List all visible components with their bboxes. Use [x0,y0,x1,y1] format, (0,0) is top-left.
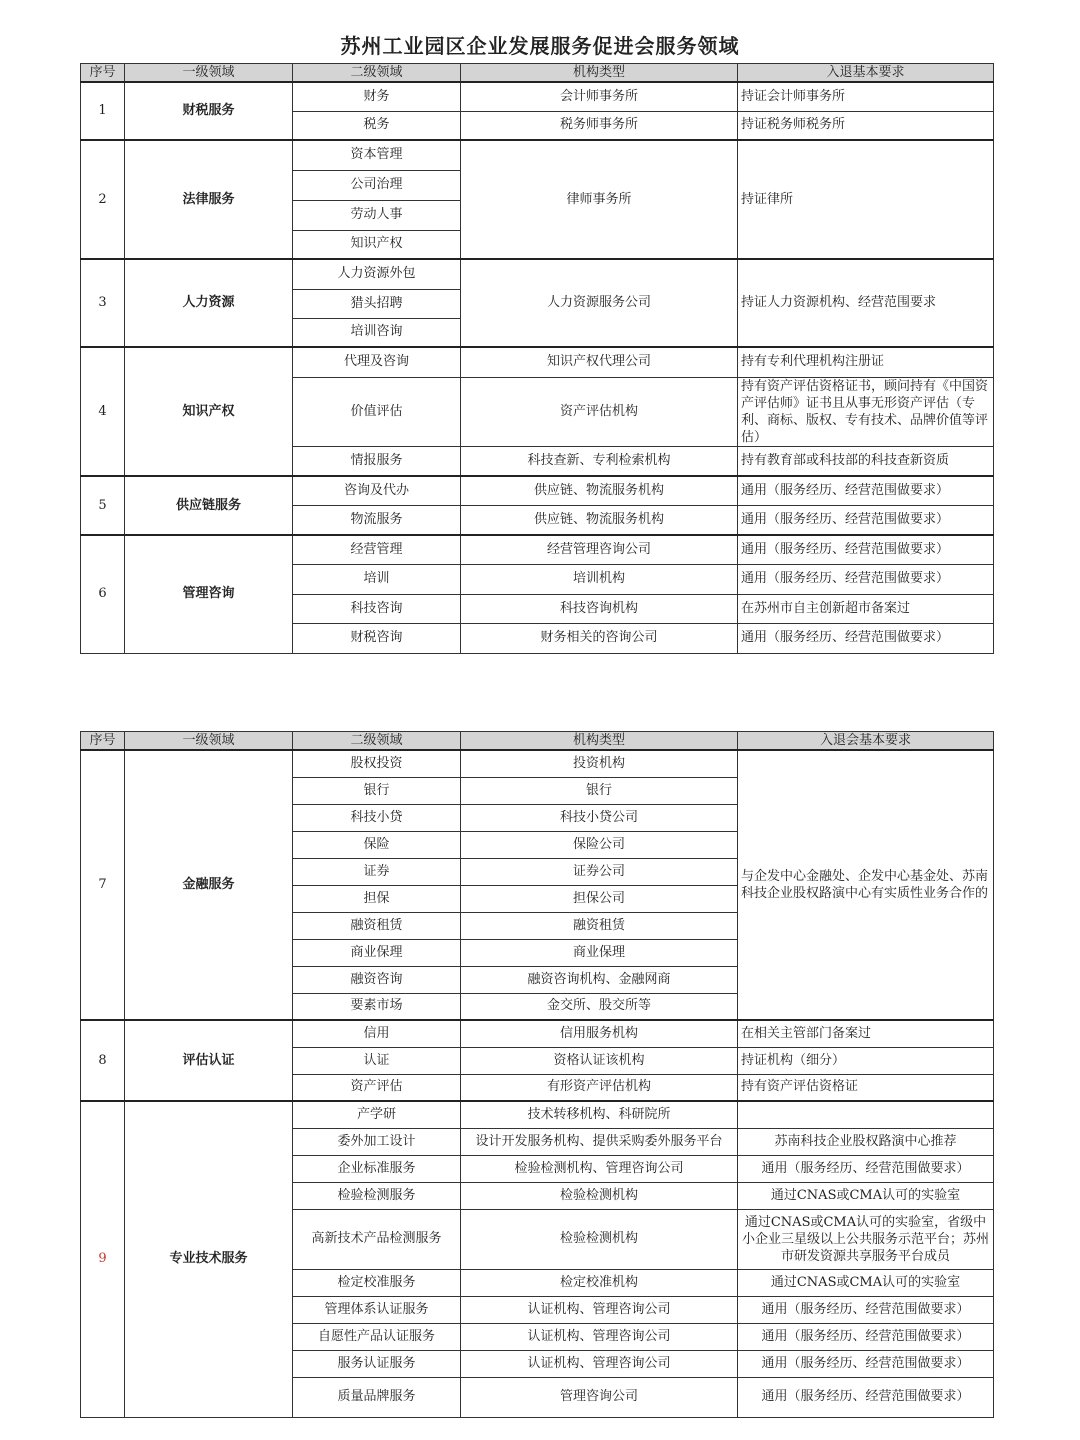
requirement-cell: 通用（服务经历、经营范围做要求） [738,476,994,505]
type-cell: 管理咨询公司 [461,1377,738,1417]
requirement-cell: 在相关主管部门备案过 [738,1020,994,1047]
level2-cell: 检定校准服务 [293,1269,461,1296]
requirement-cell: 苏南科技企业股权路演中心推荐 [738,1128,994,1155]
group-no: 3 [81,259,125,347]
level2-cell: 科技小贷 [293,804,461,831]
group-no: 1 [81,82,125,140]
level2-cell: 培训咨询 [293,318,461,347]
group-no: 4 [81,347,125,476]
requirement-cell: 通用（服务经历、经营范围做要求） [738,1323,994,1350]
table-header-row [81,732,994,751]
type-cell: 科技小贷公司 [461,804,738,831]
level2-cell: 财税咨询 [293,623,461,653]
requirement-cell: 通过CNAS或CMA认可的实验室 [738,1269,994,1296]
level2-cell: 质量品牌服务 [293,1377,461,1417]
type-cell: 知识产权代理公司 [461,347,738,377]
level1-cell: 金融服务 [125,750,293,1020]
level2-cell: 劳动人事 [293,200,461,230]
level2-cell: 产学研 [293,1101,461,1128]
type-cell: 人力资源服务公司 [461,259,738,347]
level2-cell: 咨询及代办 [293,476,461,505]
level2-cell: 证券 [293,858,461,885]
level1-cell: 人力资源 [125,259,293,347]
level2-cell: 融资咨询 [293,966,461,993]
requirement-cell: 持证人力资源机构、经营范围要求 [738,259,994,347]
header-level2: 二级领域 [293,64,461,83]
level2-cell: 检验检测服务 [293,1182,461,1209]
type-cell: 科技查新、专利检索机构 [461,446,738,476]
requirement-cell: 通用（服务经历、经营范围做要求） [738,1377,994,1417]
level2-cell: 高新技术产品检测服务 [293,1209,461,1269]
level2-cell: 物流服务 [293,505,461,535]
header-level1: 一级领域 [125,64,293,83]
level2-cell: 信用 [293,1020,461,1047]
level2-cell: 资本管理 [293,140,461,170]
level2-cell: 委外加工设计 [293,1128,461,1155]
level2-cell: 股权投资 [293,750,461,777]
level2-cell: 猎头招聘 [293,289,461,318]
level2-cell: 价值评估 [293,377,461,446]
level2-cell: 情报服务 [293,446,461,476]
header-no: 序号 [81,732,125,751]
type-cell: 经营管理咨询公司 [461,535,738,564]
level2-cell: 担保 [293,885,461,912]
table-header-row [81,64,994,83]
level2-cell: 保险 [293,831,461,858]
requirement-cell: 持有专利代理机构注册证 [738,347,994,377]
type-cell: 证券公司 [461,858,738,885]
type-cell: 供应链、物流服务机构 [461,476,738,505]
level2-cell: 代理及咨询 [293,347,461,377]
level2-cell: 银行 [293,777,461,804]
type-cell: 融资咨询机构、金融网商 [461,966,738,993]
level2-cell: 融资租赁 [293,912,461,939]
header-requirement: 入退会基本要求 [738,732,994,751]
group-no: 6 [81,535,125,653]
requirement-cell: 持证机构（细分） [738,1047,994,1074]
table-row [81,82,994,111]
level2-cell: 管理体系认证服务 [293,1296,461,1323]
level2-cell: 自愿性产品认证服务 [293,1323,461,1350]
type-cell: 设计开发服务机构、提供采购委外服务平台 [461,1128,738,1155]
level2-cell: 资产评估 [293,1074,461,1101]
table-row [81,259,994,289]
level2-cell: 知识产权 [293,230,461,259]
type-cell: 检定校准机构 [461,1269,738,1296]
requirement-cell: 通用（服务经历、经营范围做要求） [738,623,994,653]
level1-cell: 知识产权 [125,347,293,476]
level2-cell: 要素市场 [293,993,461,1020]
group-no: 2 [81,140,125,259]
requirement-cell: 通用（服务经历、经营范围做要求） [738,1350,994,1377]
type-cell: 供应链、物流服务机构 [461,505,738,535]
type-cell: 信用服务机构 [461,1020,738,1047]
requirement-cell: 通用（服务经历、经营范围做要求） [738,1296,994,1323]
level2-cell: 企业标准服务 [293,1155,461,1182]
requirement-cell: 与企发中心金融处、企发中心基金处、苏南科技企业股权路演中心有实质性业务合作的 [738,750,994,1020]
table-row [81,535,994,564]
header-level2: 二级领域 [293,732,461,751]
header-type: 机构类型 [461,64,738,83]
page-title: 苏州工业园区企业发展服务促进会服务领域 [340,34,740,58]
type-cell: 银行 [461,777,738,804]
type-cell: 科技咨询机构 [461,594,738,623]
type-cell: 认证机构、管理咨询公司 [461,1296,738,1323]
requirement-cell [738,1101,994,1128]
service-table-1 [80,63,994,654]
requirement-cell: 持证律所 [738,140,994,259]
group-no: 8 [81,1020,125,1101]
type-cell: 担保公司 [461,885,738,912]
type-cell: 有形资产评估机构 [461,1074,738,1101]
type-cell: 金交所、股交所等 [461,993,738,1020]
level2-cell: 科技咨询 [293,594,461,623]
level2-cell: 服务认证服务 [293,1350,461,1377]
level2-cell: 经营管理 [293,535,461,564]
requirement-cell: 通过CNAS或CMA认可的实验室 [738,1182,994,1209]
requirement-cell: 持有资产评估资格证书，顾问持有《中国资产评估师》证书且从事无形资产评估（专利、商标、版权、专有技术、品牌价值等评估） [738,377,994,446]
type-cell: 商业保理 [461,939,738,966]
requirement-cell: 通过CNAS或CMA认可的实验室，省级中小企业三星级以上公共服务示范平台；苏州市研发资源共享服务平台成员 [738,1209,994,1269]
type-cell: 保险公司 [461,831,738,858]
requirement-cell: 通用（服务经历、经营范围做要求） [738,1155,994,1182]
header-no: 序号 [81,64,125,83]
level1-cell: 供应链服务 [125,476,293,535]
header-level1: 一级领域 [125,732,293,751]
type-cell: 财务相关的咨询公司 [461,623,738,653]
type-cell: 认证机构、管理咨询公司 [461,1323,738,1350]
type-cell: 技术转移机构、科研院所 [461,1101,738,1128]
header-requirement: 入退基本要求 [738,64,994,83]
type-cell: 检验检测机构 [461,1182,738,1209]
table-row [81,1101,994,1128]
type-cell: 培训机构 [461,564,738,594]
type-cell: 律师事务所 [461,140,738,259]
service-table-2 [80,731,994,1418]
requirement-cell: 在苏州市自主创新超市备案过 [738,594,994,623]
requirement-cell: 通用（服务经历、经营范围做要求） [738,564,994,594]
level2-cell: 公司治理 [293,170,461,200]
level2-cell: 税务 [293,111,461,140]
type-cell: 检验检测机构、管理咨询公司 [461,1155,738,1182]
requirement-cell: 通用（服务经历、经营范围做要求） [738,505,994,535]
type-cell: 融资租赁 [461,912,738,939]
group-no: 7 [81,750,125,1020]
table-row [81,476,994,505]
level2-cell: 认证 [293,1047,461,1074]
type-cell: 会计师事务所 [461,82,738,111]
requirement-cell: 通用（服务经历、经营范围做要求） [738,535,994,564]
requirement-cell: 持有教育部或科技部的科技查新资质 [738,446,994,476]
type-cell: 投资机构 [461,750,738,777]
type-cell: 检验检测机构 [461,1209,738,1269]
level2-cell: 财务 [293,82,461,111]
level1-cell: 法律服务 [125,140,293,259]
group-no: 9 [81,1101,125,1417]
level2-cell: 培训 [293,564,461,594]
level2-cell: 商业保理 [293,939,461,966]
level1-cell: 评估认证 [125,1020,293,1101]
requirement-cell: 持有资产评估资格证 [738,1074,994,1101]
group-no: 5 [81,476,125,535]
level1-cell: 专业技术服务 [125,1101,293,1417]
type-cell: 认证机构、管理咨询公司 [461,1350,738,1377]
table-row [81,140,994,170]
table-row [81,1020,994,1047]
type-cell: 资产评估机构 [461,377,738,446]
level2-cell: 人力资源外包 [293,259,461,289]
requirement-cell: 持证会计师事务所 [738,82,994,111]
level1-cell: 管理咨询 [125,535,293,653]
table-row [81,750,994,777]
header-type: 机构类型 [461,732,738,751]
type-cell: 资格认证该机构 [461,1047,738,1074]
level1-cell: 财税服务 [125,82,293,140]
table-row [81,347,994,377]
requirement-cell: 持证税务师税务所 [738,111,994,140]
type-cell: 税务师事务所 [461,111,738,140]
